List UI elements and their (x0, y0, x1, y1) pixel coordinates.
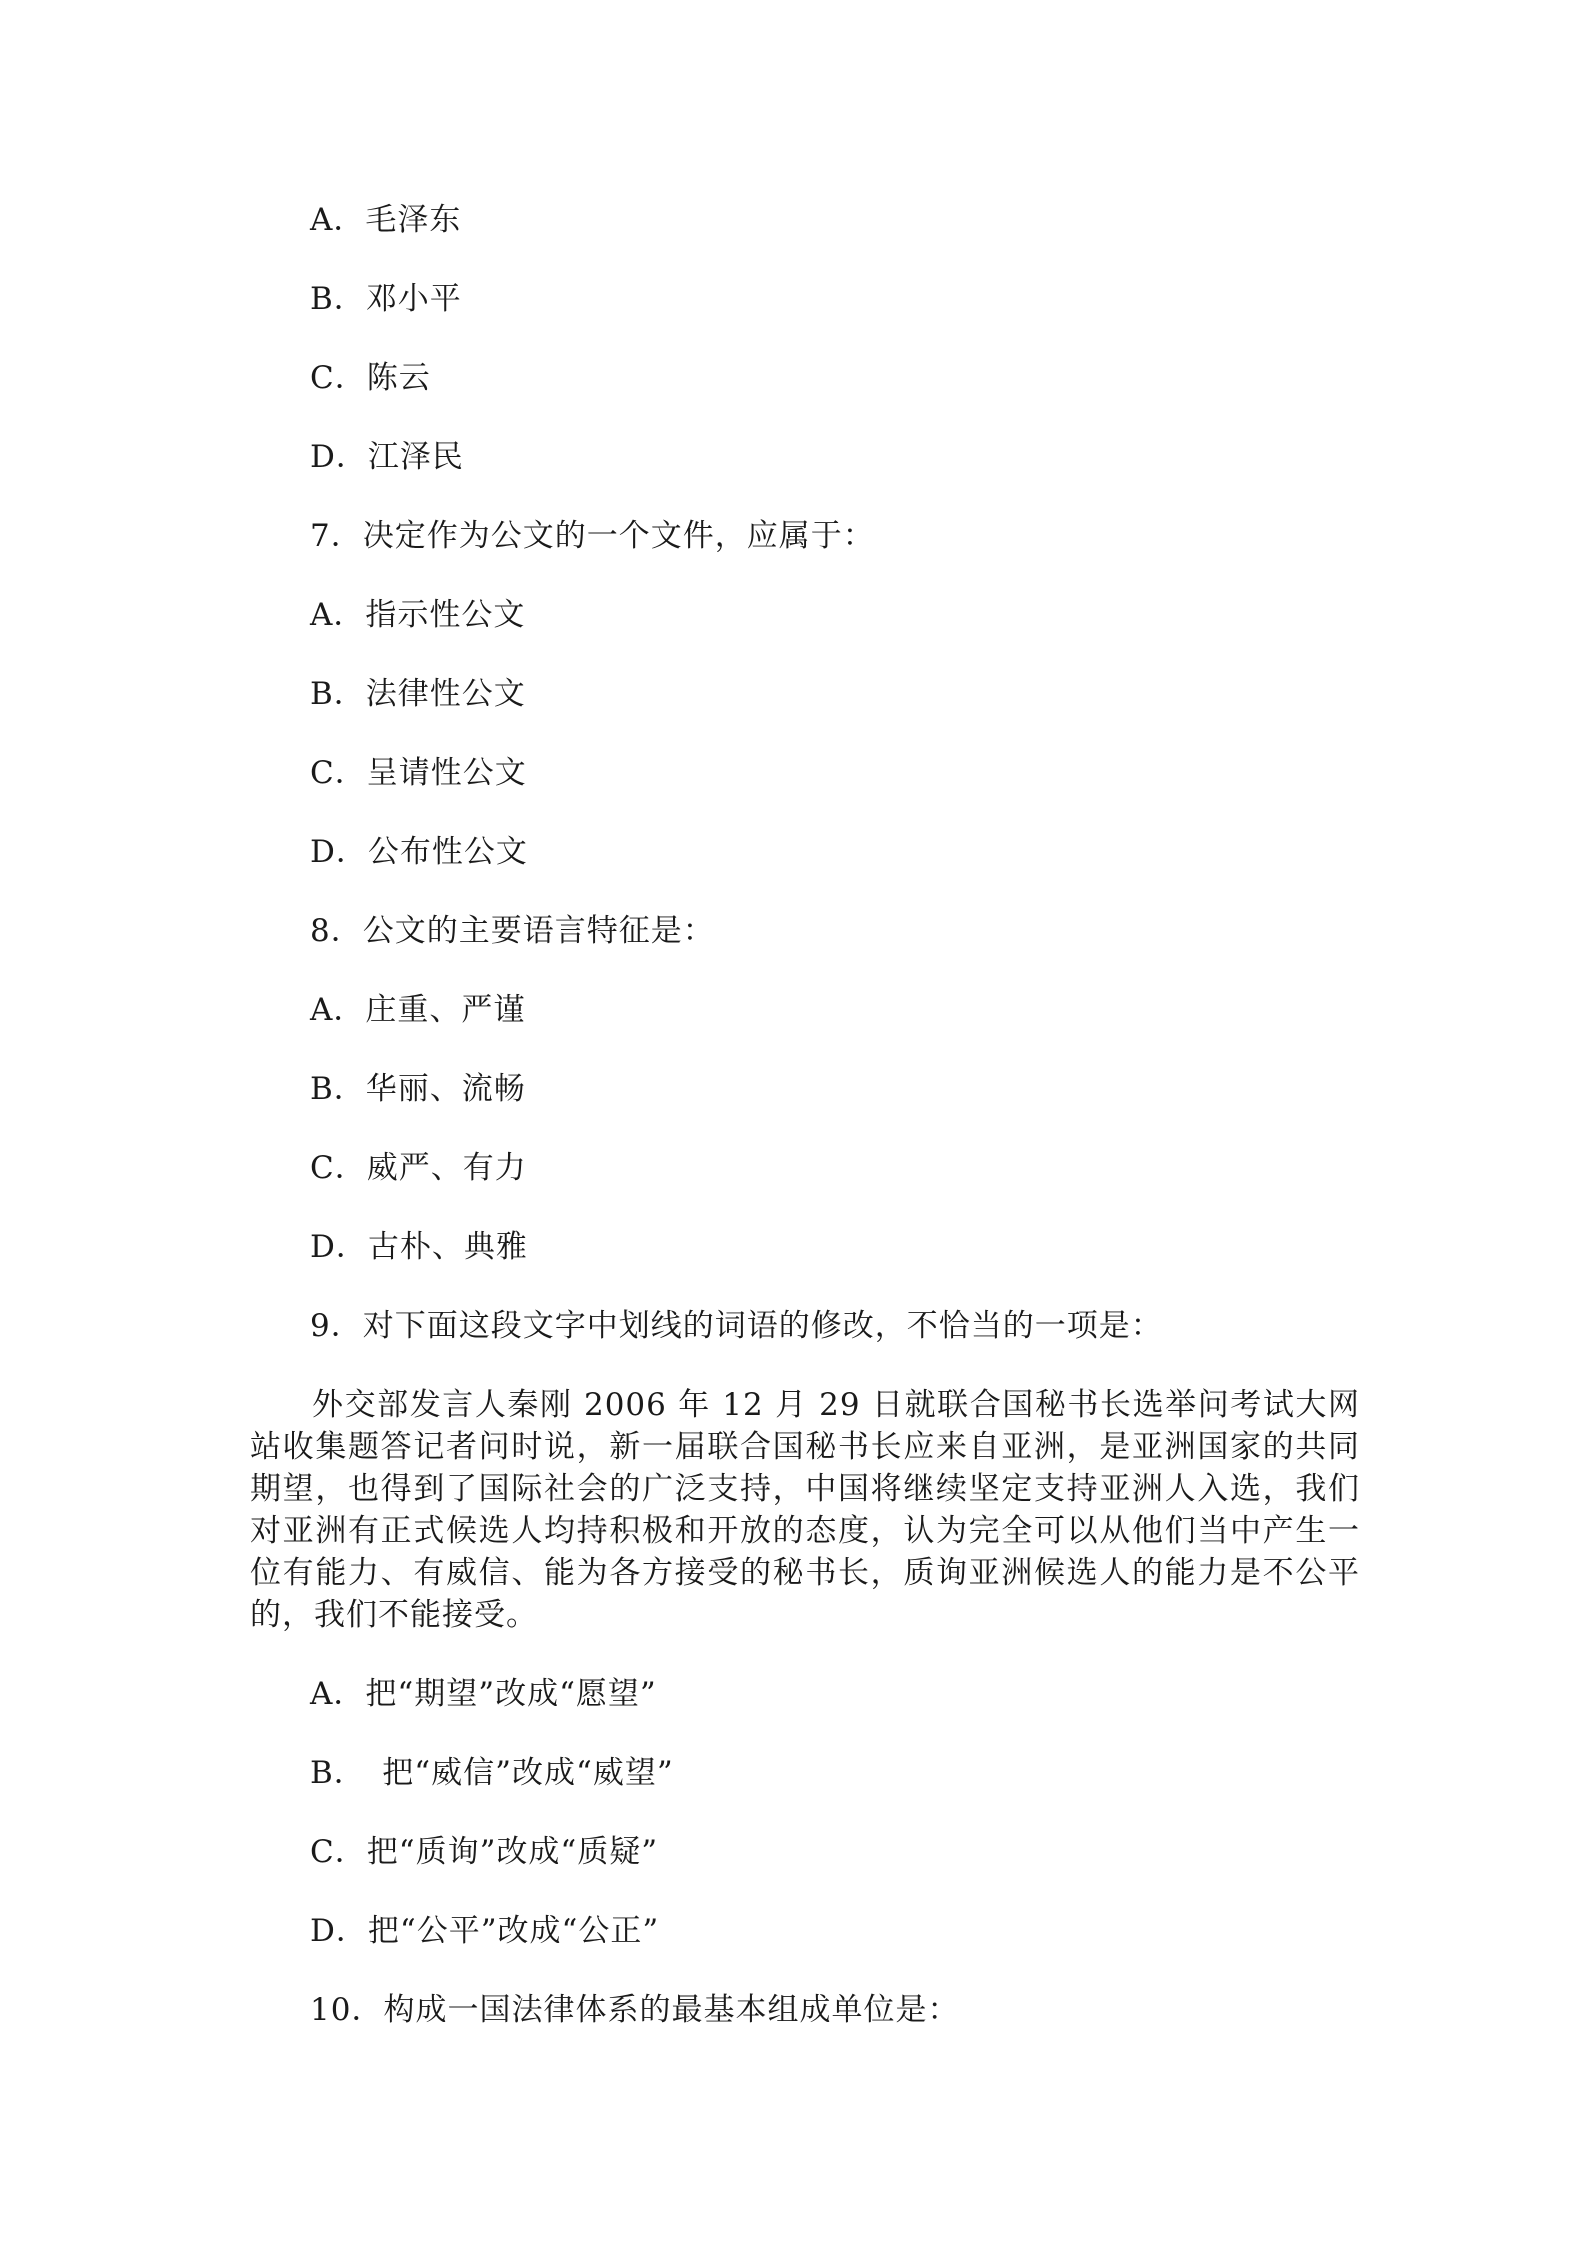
q7-option-a: A．指示性公文 (310, 597, 526, 633)
q9-passage: 外交部发言人秦刚 2006 年 12 月 29 日就联合国秘书长选举问考试大网站收集题答记者问时说，新一届联合国秘书长应来自亚洲，是亚洲国家的共同期望，也得到了国际社会的广泛支持，中国将继续坚定支持亚洲人入选，我们对亚洲有正式候选人均持积极和开放的态度，认为完全可以从他们当中产生一位有能力、有威信、能为各方接受的秘书长，质询亚洲候选人的能力是不公平的，我们不能接受。 (250, 1387, 1360, 1633)
q7-option-c: C．呈请性公文 (310, 755, 527, 791)
q8-option-a: A．庄重、严谨 (310, 992, 526, 1028)
q9-option-a: A．把“期望”改成“愿望” (310, 1676, 657, 1712)
q8-option-c: C．威严、有力 (310, 1150, 527, 1186)
q6-option-d: D．江泽民 (310, 439, 464, 475)
q6-option-b: B．邓小平 (310, 281, 462, 317)
q9-option-c: C．把“质询”改成“质疑” (310, 1834, 659, 1870)
q8-option-d: D．古朴、典雅 (310, 1229, 528, 1265)
q9-option-b: B． 把“威信”改成“威望” (310, 1755, 674, 1791)
q6-option-c: C．陈云 (310, 360, 431, 396)
q7-stem: 7．决定作为公文的一个文件，应属于： (310, 518, 875, 554)
q9-option-d: D．把“公平”改成“公正” (310, 1913, 660, 1949)
q9-stem: 9．对下面这段文字中划线的词语的修改，不恰当的一项是： (310, 1308, 1163, 1344)
q10-stem: 10．构成一国法律体系的最基本组成单位是： (310, 1992, 960, 2028)
q8-stem: 8．公文的主要语言特征是： (310, 913, 715, 949)
q8-option-b: B．华丽、流畅 (310, 1071, 526, 1107)
q7-option-b: B．法律性公文 (310, 676, 526, 712)
q6-option-a: A．毛泽东 (310, 202, 462, 238)
q7-option-d: D．公布性公文 (310, 834, 528, 870)
